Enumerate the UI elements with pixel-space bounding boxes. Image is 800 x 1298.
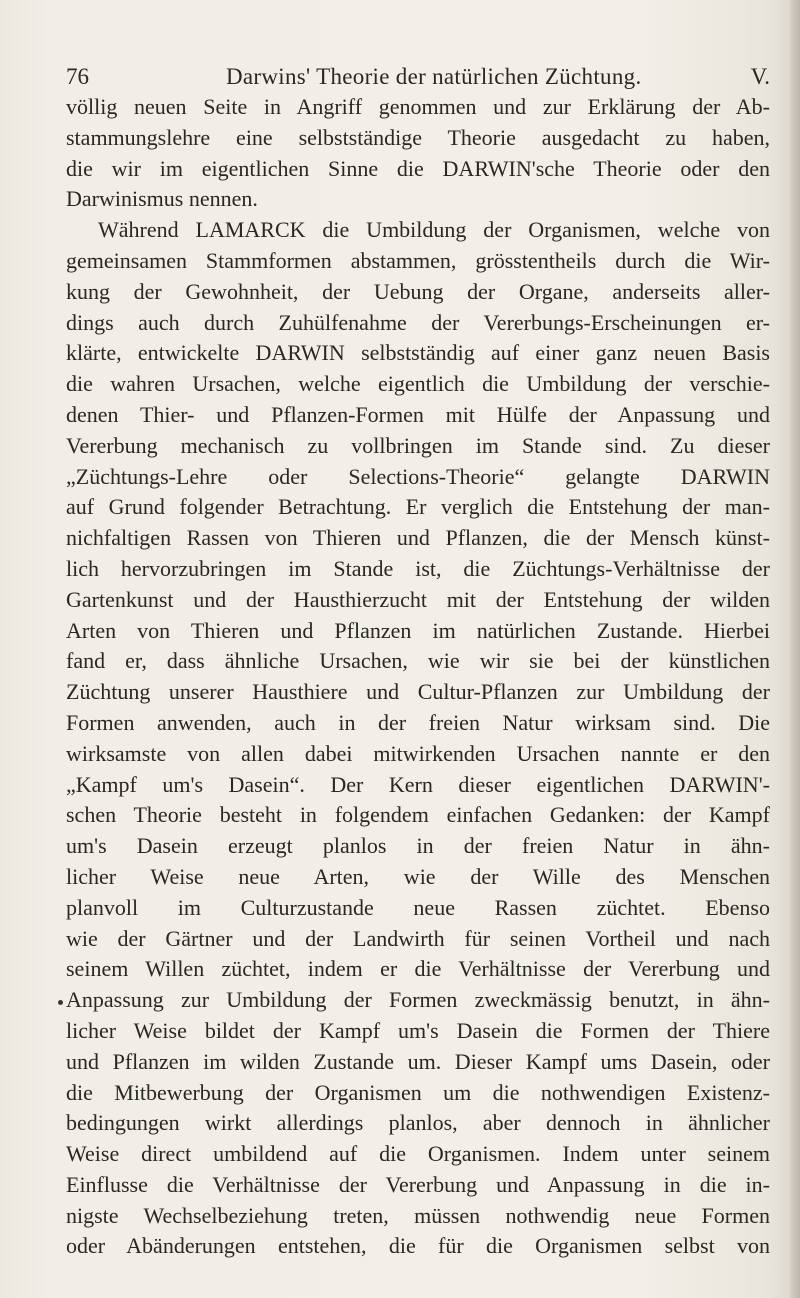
text-line: bedingungen wirkt allerdings planlos, aber dennoch in ähnlicher xyxy=(66,1110,770,1136)
page-number: 76 xyxy=(66,64,89,89)
page-header xyxy=(66,62,770,92)
text-line: die wahren Ursachen, welche eigentlich die Umbildung der verschie- xyxy=(66,371,770,397)
margin-mark xyxy=(58,1000,63,1005)
text-line: Darwinismus nennen. xyxy=(66,186,258,212)
text-line: Anpassung zur Umbildung der Formen zweckmässig benutzt, in ähn- xyxy=(66,987,770,1013)
text-line: um's Dasein erzeugt planlos in der freien Natur in ähn- xyxy=(66,833,770,859)
text-line: planvoll im Culturzustande neue Rassen züchtet. Ebenso xyxy=(66,894,770,920)
text-line: Vererbung mechanisch zu vollbringen im Stande sind. Zu dieser xyxy=(66,432,770,458)
text-line: Arten von Thieren und Pflanzen im natürlichen Zustande. Hierbei xyxy=(66,617,770,643)
chapter-number: V. xyxy=(750,64,770,89)
text-line: schen Theorie besteht in folgendem einfachen Gedanken: der Kampf xyxy=(66,802,770,828)
running-title: Darwins' Theorie der natürlichen Züchtung. xyxy=(226,64,642,89)
text-line: wirksamste von allen dabei mitwirkenden Ursachen nannte er den xyxy=(66,740,770,766)
text-line: kung der Gewohnheit, der Uebung der Organe, anderseits aller- xyxy=(66,278,770,304)
text-line: völlig neuen Seite in Angriff genommen und zur Erklärung der Ab- xyxy=(66,94,770,119)
text-line: licher Weise neue Arten, wie der Wille des Menschen xyxy=(66,863,770,889)
text-line: nigste Wechselbeziehung treten, müssen nothwendig neue Formen xyxy=(66,1202,770,1228)
text-line: stammungslehre eine selbstständige Theorie ausgedacht zu haben, xyxy=(66,124,770,150)
text-line: oder Abänderungen entstehen, die für die Organismen selbst von xyxy=(66,1233,770,1259)
text-line: denen Thier- und Pflanzen-Formen mit Hülfe der Anpassung und xyxy=(66,401,770,427)
text-line: lich hervorzubringen im Stande ist, die Züchtungs-Verhältnisse der xyxy=(66,555,770,581)
text-line: auf Grund folgender Betrachtung. Er verglich die Entstehung der man- xyxy=(66,494,770,520)
text-line: klärte, entwickelte DARWIN selbstständig auf einer ganz neuen Basis xyxy=(66,340,770,366)
text-line: Züchtung unserer Hausthiere und Cultur-Pflanzen zur Umbildung der xyxy=(66,679,770,705)
text-line: die Mitbewerbung der Organismen um die nothwendigen Existenz- xyxy=(66,1079,770,1105)
text-line: seinem Willen züchtet, indem er die Verhältnisse der Vererbung und xyxy=(66,956,770,982)
text-line: Gartenkunst und der Hausthierzucht mit der Entstehung der wilden xyxy=(66,586,770,612)
text-line: fand er, dass ähnliche Ursachen, wie wir sie bei der künstlichen xyxy=(66,648,770,674)
text-line: Weise direct umbildend auf die Organismen. Indem unter seinem xyxy=(66,1141,770,1167)
text-line: „Züchtungs-Lehre oder Selections-Theorie“ gelangte DARWIN xyxy=(66,463,770,489)
text-line: dings auch durch Zuhülfenahme der Vererbungs-Erscheinungen er- xyxy=(66,309,770,335)
text-line: „Kampf um's Dasein“. Der Kern dieser eigentlichen DARWIN'- xyxy=(66,771,770,797)
text-line: licher Weise bildet der Kampf um's Dasein die Formen der Thiere xyxy=(66,1017,770,1043)
text-line: gemeinsamen Stammformen abstammen, grösstentheils durch die Wir- xyxy=(66,247,770,273)
text-line: Formen anwenden, auch in der freien Natur wirksam sind. Die xyxy=(66,709,770,735)
text-line: nichfaltigen Rassen von Thieren und Pflanzen, die der Mensch künst- xyxy=(66,525,770,551)
text-line: Während LAMARCK die Umbildung der Organismen, welche von xyxy=(98,217,770,243)
text-line: Einflusse die Verhältnisse der Vererbung und Anpassung in die in- xyxy=(66,1171,770,1197)
text-line: die wir im eigentlichen Sinne die DARWIN'sche Theorie oder den xyxy=(66,155,770,181)
text-line: und Pflanzen im wilden Zustande um. Dieser Kampf ums Dasein, oder xyxy=(66,1048,770,1074)
page-edge-shadow xyxy=(790,0,800,1298)
body-text xyxy=(66,92,770,1262)
text-line: wie der Gärtner und der Landwirth für seinen Vortheil und nach xyxy=(66,925,770,951)
